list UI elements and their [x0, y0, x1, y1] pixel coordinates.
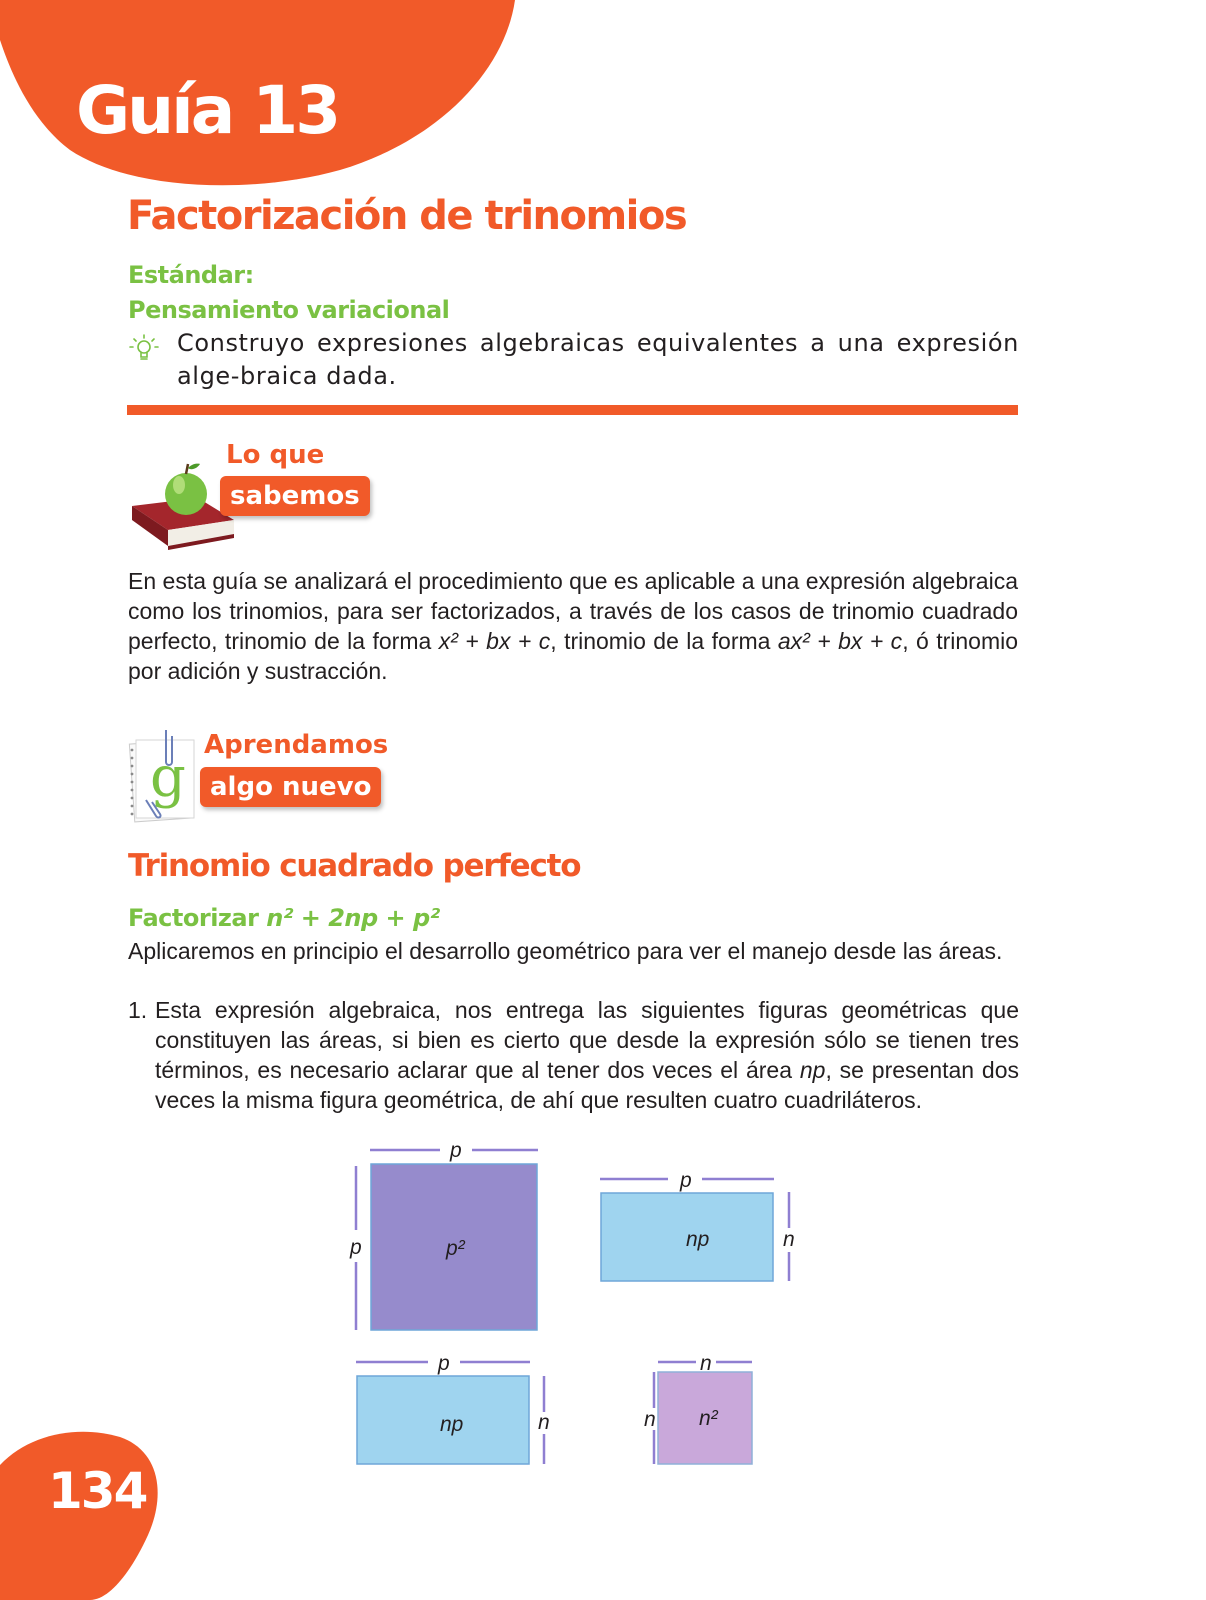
intro-text-2: , trinomio de la forma: [550, 628, 778, 654]
list-item-text: [155, 995, 1019, 1115]
subsection-intro: Aplicaremos en principio el desarrollo geométrico para ver el manejo desde las áreas.: [128, 938, 1003, 964]
factor-word: Factorizar: [128, 904, 267, 932]
rect-np-2-right-label: n: [538, 1411, 550, 1434]
intro-text-1: En esta guía se analizará el procedimiento que es aplicable a una expresión algebraica como los trinomios, para ser factorizados, a través de los casos de trinomio cuadrado perfecto, trinomio de la forma: [128, 568, 1018, 654]
factor-expression: n² + 2np + p²: [266, 904, 440, 932]
lightbulb-icon: [128, 332, 160, 364]
svg-text:g: g: [150, 745, 186, 810]
standard-text: Construyo expresiones algebraicas equivalentes a una expresión alge-braica dada.: [177, 329, 1019, 390]
rect-np-2-area-label: np: [440, 1413, 464, 1436]
page-number: 134: [48, 1462, 147, 1520]
intro-formula-2: ax² + bx + c: [777, 628, 903, 654]
rect-np-1-right-label: n: [783, 1228, 795, 1251]
standard-area: Pensamiento variacional: [128, 296, 450, 324]
square-n-left-label: n: [644, 1408, 656, 1431]
notebook-g-icon: [126, 728, 206, 824]
item-text-b: , se presentan dos veces la misma figura geométrica, de ahí que resulten cuatro cuadriláteros.: [155, 1057, 1020, 1113]
square-p-left-label: p: [350, 1236, 362, 1259]
rect-np-1-top-label: p: [680, 1169, 692, 1192]
square-p-top-label: p: [450, 1139, 462, 1162]
item-variable: np: [799, 1057, 826, 1083]
intro-text-3: , ó trinomio por adición y sustracción.: [128, 628, 1019, 684]
square-p-area-label: p²: [446, 1237, 465, 1260]
area-figures: [330, 1130, 810, 1475]
item-text-a: Esta expresión algebraica, nos entrega las siguientes figuras geométricas que constituyen las áreas, si bien es cierto que desde la expresión sólo se tienen tres términos, es necesario aclarar que al tener dos veces el área: [155, 997, 1019, 1083]
section-known-title-top: Lo que: [226, 440, 325, 470]
lesson-title: Factorización de trinomios: [127, 193, 687, 239]
intro-paragraph: [128, 566, 1018, 686]
intro-formula-1: x² + bx + c: [438, 628, 551, 654]
factor-heading: [128, 904, 440, 932]
list-item-number: 1.: [128, 997, 148, 1023]
rect-np-2-top-label: p: [438, 1352, 450, 1375]
rect-np-1-area-label: np: [686, 1228, 710, 1251]
square-n-top-label: n: [700, 1352, 712, 1375]
square-n-figure: [644, 1352, 752, 1464]
section-divider: [127, 405, 1018, 415]
square-n-area-label: n²: [699, 1407, 718, 1430]
square-p-figure: [349, 1139, 538, 1330]
rect-np-1-figure: [600, 1169, 795, 1281]
section-new-title-badge: algo nuevo: [200, 767, 381, 807]
section-known-title-badge: sabemos: [220, 476, 370, 516]
standard-label: Estándar:: [128, 261, 254, 289]
guide-title: Guía 13: [76, 72, 339, 149]
section-new-title-top: Aprendamos: [204, 730, 389, 760]
subsection-title: Trinomio cuadrado perfecto: [128, 848, 581, 884]
rect-np-2-figure: [356, 1352, 550, 1464]
